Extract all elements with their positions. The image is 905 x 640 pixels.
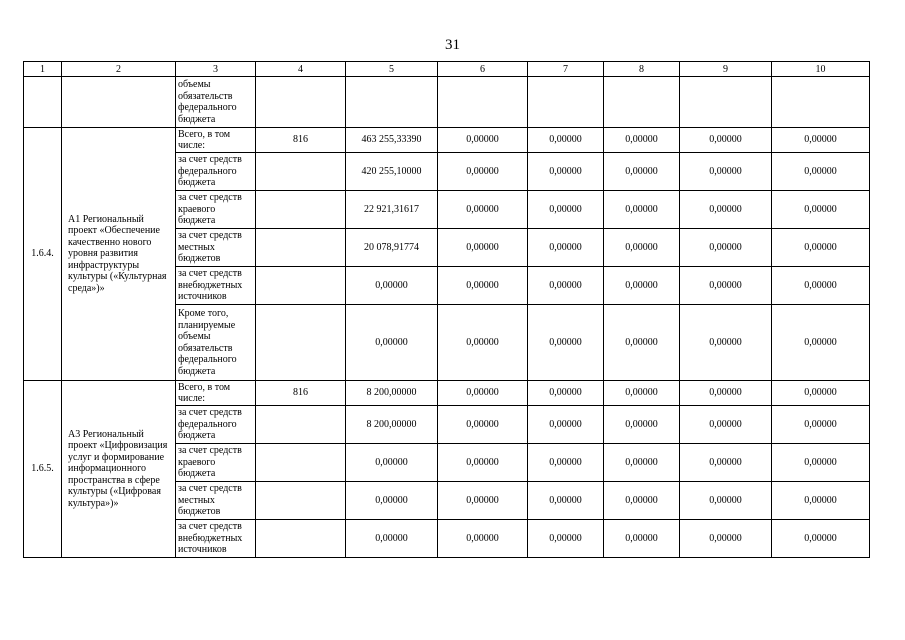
amount-cell: 0,00000 — [438, 305, 528, 381]
amount-cell: 0,00000 — [772, 229, 870, 267]
header-row — [24, 62, 870, 77]
continuation-row — [24, 77, 870, 128]
header-cell: 3 — [176, 62, 256, 77]
amount-cell: 20 078,91774 — [346, 229, 438, 267]
funding-source: за счет средств внебюджетных источников — [176, 267, 256, 305]
code-cell — [256, 305, 346, 381]
project-name: А1 Региональный проект «Обеспечение качественно нового уровня развития инфраструктуры культуры («Культурная среда»)» — [62, 128, 176, 381]
code-cell — [256, 229, 346, 267]
amount-cell: 0,00000 — [528, 520, 604, 558]
amount-cell: 0,00000 — [438, 406, 528, 444]
amount-cell: 0,00000 — [528, 381, 604, 406]
funding-source: объемы обязательств федерального бюджета — [176, 77, 256, 128]
amount-cell: 0,00000 — [346, 482, 438, 520]
amount-cell: 0,00000 — [604, 191, 680, 229]
amount-cell: 420 255,10000 — [346, 153, 438, 191]
amount-cell: 0,00000 — [604, 153, 680, 191]
amount-cell: 0,00000 — [528, 305, 604, 381]
code-cell: 816 — [256, 128, 346, 153]
code-cell — [256, 191, 346, 229]
page-number: 31 — [445, 37, 460, 53]
amount-cell: 0,00000 — [604, 267, 680, 305]
amount-cell: 0,00000 — [438, 267, 528, 305]
amount-cell: 0,00000 — [772, 191, 870, 229]
amount-cell: 0,00000 — [438, 381, 528, 406]
code-cell — [256, 267, 346, 305]
header-cell: 7 — [528, 62, 604, 77]
empty-cell — [24, 77, 62, 128]
amount-cell: 0,00000 — [604, 128, 680, 153]
empty-cell — [346, 77, 438, 128]
amount-cell: 0,00000 — [680, 153, 772, 191]
amount-cell: 0,00000 — [772, 482, 870, 520]
amount-cell: 0,00000 — [604, 381, 680, 406]
amount-cell: 0,00000 — [680, 482, 772, 520]
amount-cell: 0,00000 — [528, 267, 604, 305]
amount-cell: 0,00000 — [604, 305, 680, 381]
amount-cell: 0,00000 — [346, 444, 438, 482]
funding-source: за счет средств федерального бюджета — [176, 153, 256, 191]
budget-table — [23, 61, 870, 558]
amount-cell: 0,00000 — [528, 444, 604, 482]
amount-cell: 0,00000 — [346, 267, 438, 305]
amount-cell: 0,00000 — [680, 128, 772, 153]
amount-cell: 0,00000 — [680, 406, 772, 444]
amount-cell: 463 255,33390 — [346, 128, 438, 153]
amount-cell: 0,00000 — [772, 128, 870, 153]
code-cell — [256, 520, 346, 558]
amount-cell: 0,00000 — [438, 153, 528, 191]
amount-cell: 0,00000 — [528, 229, 604, 267]
amount-cell: 0,00000 — [346, 520, 438, 558]
funding-source: Всего, в том числе: — [176, 128, 256, 153]
amount-cell: 8 200,00000 — [346, 381, 438, 406]
funding-source: Кроме того, планируемые объемы обязательств федерального бюджета — [176, 305, 256, 381]
header-cell: 5 — [346, 62, 438, 77]
amount-cell: 0,00000 — [438, 229, 528, 267]
amount-cell: 0,00000 — [528, 482, 604, 520]
amount-cell: 0,00000 — [438, 128, 528, 153]
amount-cell: 0,00000 — [438, 482, 528, 520]
amount-cell: 0,00000 — [680, 520, 772, 558]
amount-cell: 0,00000 — [772, 267, 870, 305]
code-cell — [256, 482, 346, 520]
amount-cell: 0,00000 — [604, 482, 680, 520]
code-cell — [256, 406, 346, 444]
empty-cell — [604, 77, 680, 128]
amount-cell: 0,00000 — [680, 381, 772, 406]
item-number: 1.6.4. — [24, 128, 62, 381]
funding-source: за счет средств федерального бюджета — [176, 406, 256, 444]
amount-cell: 0,00000 — [772, 520, 870, 558]
amount-cell: 0,00000 — [680, 305, 772, 381]
amount-cell: 0,00000 — [680, 191, 772, 229]
header-cell: 1 — [24, 62, 62, 77]
item-number: 1.6.5. — [24, 381, 62, 558]
header-cell: 8 — [604, 62, 680, 77]
amount-cell: 8 200,00000 — [346, 406, 438, 444]
amount-cell: 0,00000 — [346, 305, 438, 381]
amount-cell: 0,00000 — [528, 191, 604, 229]
amount-cell: 0,00000 — [528, 406, 604, 444]
empty-cell — [256, 77, 346, 128]
header-cell: 2 — [62, 62, 176, 77]
amount-cell: 0,00000 — [772, 305, 870, 381]
code-cell — [256, 153, 346, 191]
amount-cell: 0,00000 — [680, 267, 772, 305]
funding-source: Всего, в том числе: — [176, 381, 256, 406]
project-name: А3 Региональный проект «Цифровизация услуг и формирование информационного пространства в сфере культуры («Цифровая культура»)» — [62, 381, 176, 558]
empty-cell — [680, 77, 772, 128]
amount-cell: 0,00000 — [772, 406, 870, 444]
funding-source: за счет средств местных бюджетов — [176, 482, 256, 520]
table-row — [24, 128, 870, 153]
amount-cell: 0,00000 — [604, 229, 680, 267]
amount-cell: 22 921,31617 — [346, 191, 438, 229]
empty-cell — [62, 77, 176, 128]
table-row — [24, 381, 870, 406]
amount-cell: 0,00000 — [604, 520, 680, 558]
empty-cell — [772, 77, 870, 128]
amount-cell: 0,00000 — [772, 381, 870, 406]
empty-cell — [438, 77, 528, 128]
code-cell: 816 — [256, 381, 346, 406]
amount-cell: 0,00000 — [438, 520, 528, 558]
amount-cell: 0,00000 — [528, 153, 604, 191]
funding-source: за счет средств внебюджетных источников — [176, 520, 256, 558]
amount-cell: 0,00000 — [604, 406, 680, 444]
amount-cell: 0,00000 — [772, 444, 870, 482]
amount-cell: 0,00000 — [438, 191, 528, 229]
empty-cell — [528, 77, 604, 128]
header-cell: 4 — [256, 62, 346, 77]
header-cell: 6 — [438, 62, 528, 77]
amount-cell: 0,00000 — [772, 153, 870, 191]
funding-source: за счет средств краевого бюджета — [176, 444, 256, 482]
funding-source: за счет средств местных бюджетов — [176, 229, 256, 267]
amount-cell: 0,00000 — [680, 444, 772, 482]
amount-cell: 0,00000 — [680, 229, 772, 267]
amount-cell: 0,00000 — [438, 444, 528, 482]
funding-source: за счет средств краевого бюджета — [176, 191, 256, 229]
header-cell: 10 — [772, 62, 870, 77]
code-cell — [256, 444, 346, 482]
header-cell: 9 — [680, 62, 772, 77]
amount-cell: 0,00000 — [604, 444, 680, 482]
amount-cell: 0,00000 — [528, 128, 604, 153]
